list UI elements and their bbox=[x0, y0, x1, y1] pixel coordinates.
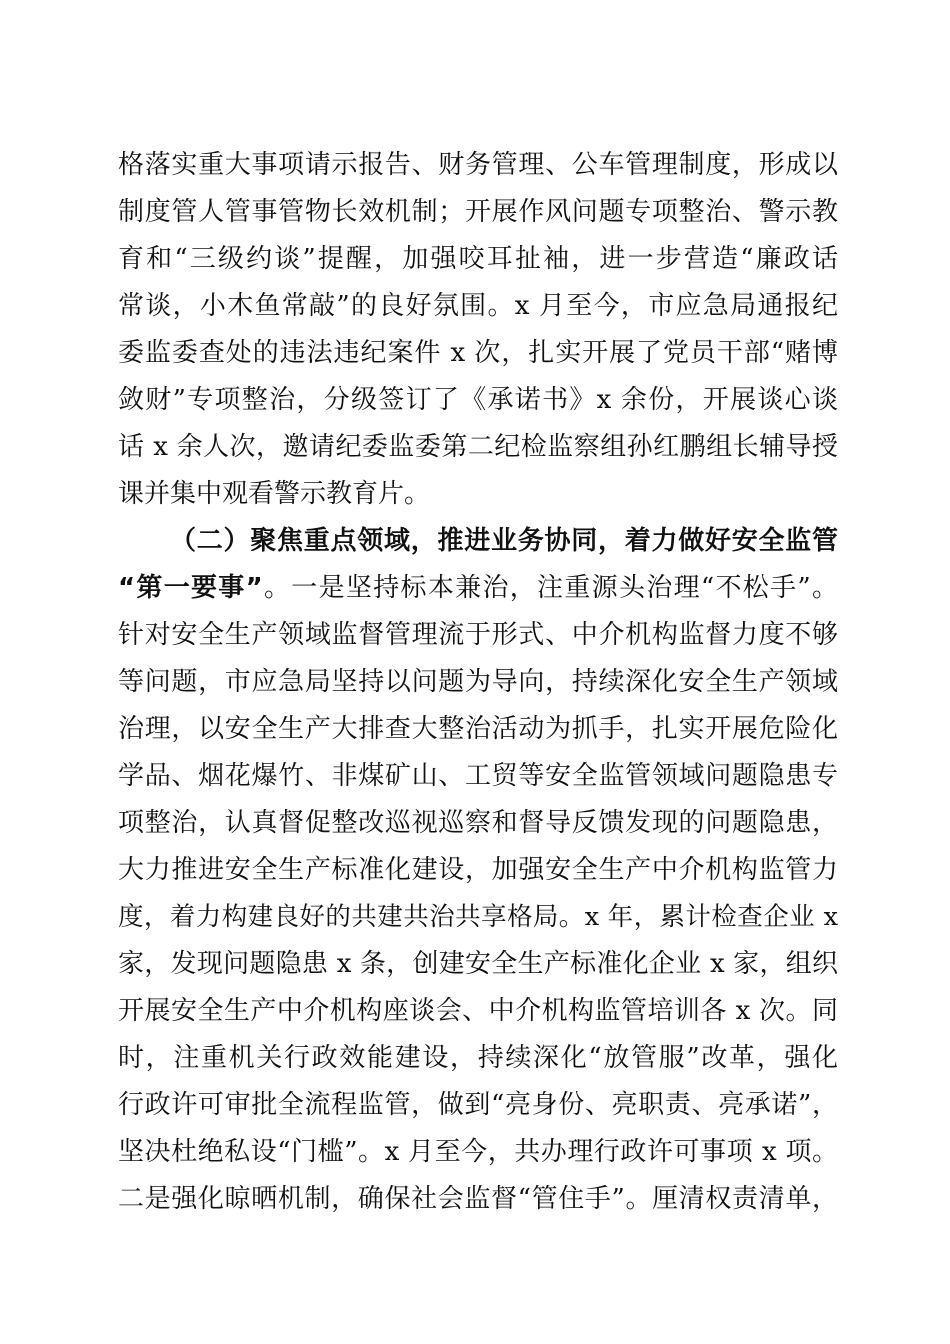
paragraph-line: 敛财”专项整治，分级签订了《承诺书》x 余份，开展谈心谈 bbox=[118, 385, 838, 415]
paragraph-line: 针对安全生产领域监督管理流于形式、中介机构监督力度不够 bbox=[118, 620, 838, 650]
paragraph-line: 大力推进安全生产标准化建设，加强安全生产中介机构监管力 bbox=[118, 855, 838, 885]
paragraph-line: 育和“三级约谈”提醒，加强咬耳扯袖，进一步营造“廉政话 bbox=[118, 244, 838, 274]
paragraph-line: 家，发现问题隐患 x 条，创建安全生产标准化企业 x 家，组织 bbox=[118, 949, 838, 979]
paragraph-line: 治理，以安全生产大排查大整治活动为抓手，扎实开展危险化 bbox=[118, 714, 838, 744]
paragraph-line: 课并集中观看警示教育片。 bbox=[118, 479, 431, 509]
paragraph-line: 委监委查处的违法违纪案件 x 次，扎实开展了党员干部“赌博 bbox=[118, 338, 838, 368]
paragraph-line: 项整治，认真督促整改巡视巡察和督导反馈发现的问题隐患， bbox=[118, 808, 838, 838]
paragraph-line: 制度管人管事管物长效机制；开展作风问题专项整治、警示教 bbox=[118, 197, 838, 227]
paragraph-line: 开展安全生产中介机构座谈会、中介机构监管培训各 x 次。同 bbox=[118, 996, 838, 1026]
paragraph-line: 度，着力构建良好的共建共治共享格局。x 年，累计检查企业 x bbox=[118, 902, 838, 932]
paragraph-line: 坚决杜绝私设“门槛”。x 月至今，共办理行政许可事项 x 项。 bbox=[118, 1137, 838, 1167]
paragraph-text: 。一是坚持标本兼治，注重源头治理“不松手”。 bbox=[262, 573, 838, 603]
paragraph-line: 格落实重大事项请示报告、财务管理、公车管理制度，形成以 bbox=[118, 150, 838, 180]
section-heading-tail: “第一要事” bbox=[118, 573, 263, 603]
paragraph-line: 时，注重机关行政效能建设，持续深化“放管服”改革，强化 bbox=[118, 1043, 838, 1073]
paragraph-line: 等问题，市应急局坚持以问题为导向，持续深化安全生产领域 bbox=[118, 667, 838, 697]
paragraph-line: 常谈，小木鱼常敲”的良好氛围。x 月至今，市应急局通报纪 bbox=[118, 291, 838, 321]
paragraph-line: 话 x 余人次，邀请纪委监委第二纪检监察组孙红鹏组长辅导授 bbox=[118, 432, 838, 462]
section-heading: （二）聚焦重点领域，推进业务协同，着力做好安全监管 bbox=[170, 526, 838, 556]
section-heading-continued bbox=[118, 568, 838, 608]
paragraph-line: 二是强化晾晒机制，确保社会监督“管住手”。厘清权责清单， bbox=[118, 1184, 838, 1214]
paragraph-line: 学品、烟花爆竹、非煤矿山、工贸等安全监管领域问题隐患专 bbox=[118, 761, 838, 791]
paragraph-line: 行政许可审批全流程监管，做到“亮身份、亮职责、亮承诺”， bbox=[118, 1090, 838, 1120]
